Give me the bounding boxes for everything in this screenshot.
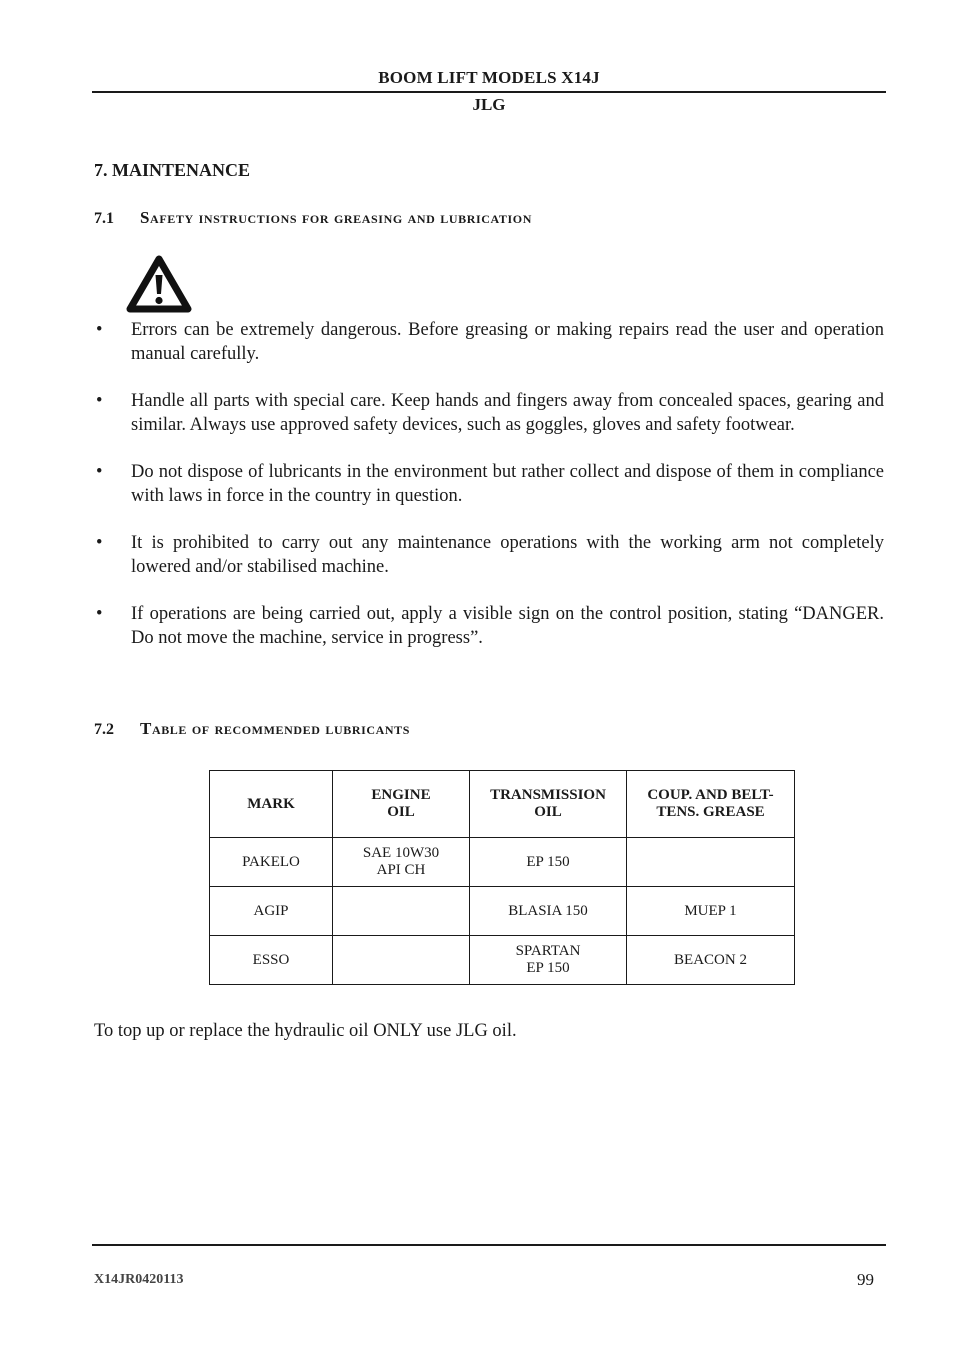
table-cell: SPARTAN EP 150 [470, 936, 627, 985]
bullet-icon: • [96, 462, 103, 482]
warning-triangle-icon [126, 255, 192, 313]
column-header-transmission-oil: TRANSMISSION OIL [470, 771, 627, 838]
bullet-icon: • [96, 604, 103, 624]
list-item: • Handle all parts with special care. Keep hands and fingers away from concealed spaces, gearing and similar. Always use approved safety devices, such as goggles, gloves and safety footwear. [96, 391, 884, 435]
header-rule [92, 91, 886, 93]
section-number: 7.1 [94, 210, 114, 227]
section-heading-7-2 [94, 719, 410, 739]
table-row [210, 838, 795, 887]
table-cell: MUEP 1 [627, 887, 795, 936]
table-cell: EP 150 [470, 838, 627, 887]
section-heading-7-1 [94, 208, 532, 228]
table-header-row [210, 771, 795, 838]
column-header-grease: COUP. AND BELT- TENS. GREASE [627, 771, 795, 838]
safety-instructions-list [94, 318, 884, 673]
section-title: Table of recommended lubricants [140, 719, 411, 738]
page-number: 99 [857, 1270, 874, 1289]
table-cell: BLASIA 150 [470, 887, 627, 936]
chapter-heading: 7. MAINTENANCE [94, 160, 251, 180]
table-row [210, 936, 795, 985]
list-item: • Errors can be extremely dangerous. Before greasing or making repairs read the user and operation manual carefully. [96, 320, 884, 364]
list-item: • It is prohibited to carry out any maintenance operations with the working arm not completely lowered and/or stabilised machine. [96, 533, 884, 577]
bullet-icon: • [96, 391, 103, 411]
bullet-icon: • [96, 533, 103, 553]
section-title: Safety instructions for greasing and lubrication [140, 208, 533, 227]
table-cell: ESSO [210, 936, 333, 985]
table-cell [333, 936, 470, 985]
table-cell: BEACON 2 [627, 936, 795, 985]
column-header-engine-oil: ENGINE OIL [333, 771, 470, 838]
lubricants-table [209, 770, 795, 985]
table-row [210, 887, 795, 936]
list-item: • If operations are being carried out, apply a visible sign on the control position, stating “DANGER. Do not move the machine, service in progress”. [96, 604, 884, 648]
footer-rule [92, 1244, 886, 1246]
bullet-icon: • [96, 320, 103, 340]
column-header-mark: MARK [210, 771, 333, 838]
header-subtitle: JLG [472, 95, 506, 114]
section-number: 7.2 [94, 721, 114, 738]
table-cell [333, 887, 470, 936]
list-item: • Do not dispose of lubricants in the environment but rather collect and dispose of them in compliance with laws in force in the country in question. [96, 462, 884, 506]
table-cell: SAE 10W30 API CH [333, 838, 470, 887]
table-cell [627, 838, 795, 887]
header-title: BOOM LIFT MODELS X14J [378, 68, 600, 87]
hydraulic-oil-note: To top up or replace the hydraulic oil ONLY use JLG oil. [94, 1021, 517, 1041]
table-cell: AGIP [210, 887, 333, 936]
table-cell: PAKELO [210, 838, 333, 887]
document-code: X14JR0420113 [94, 1272, 184, 1287]
